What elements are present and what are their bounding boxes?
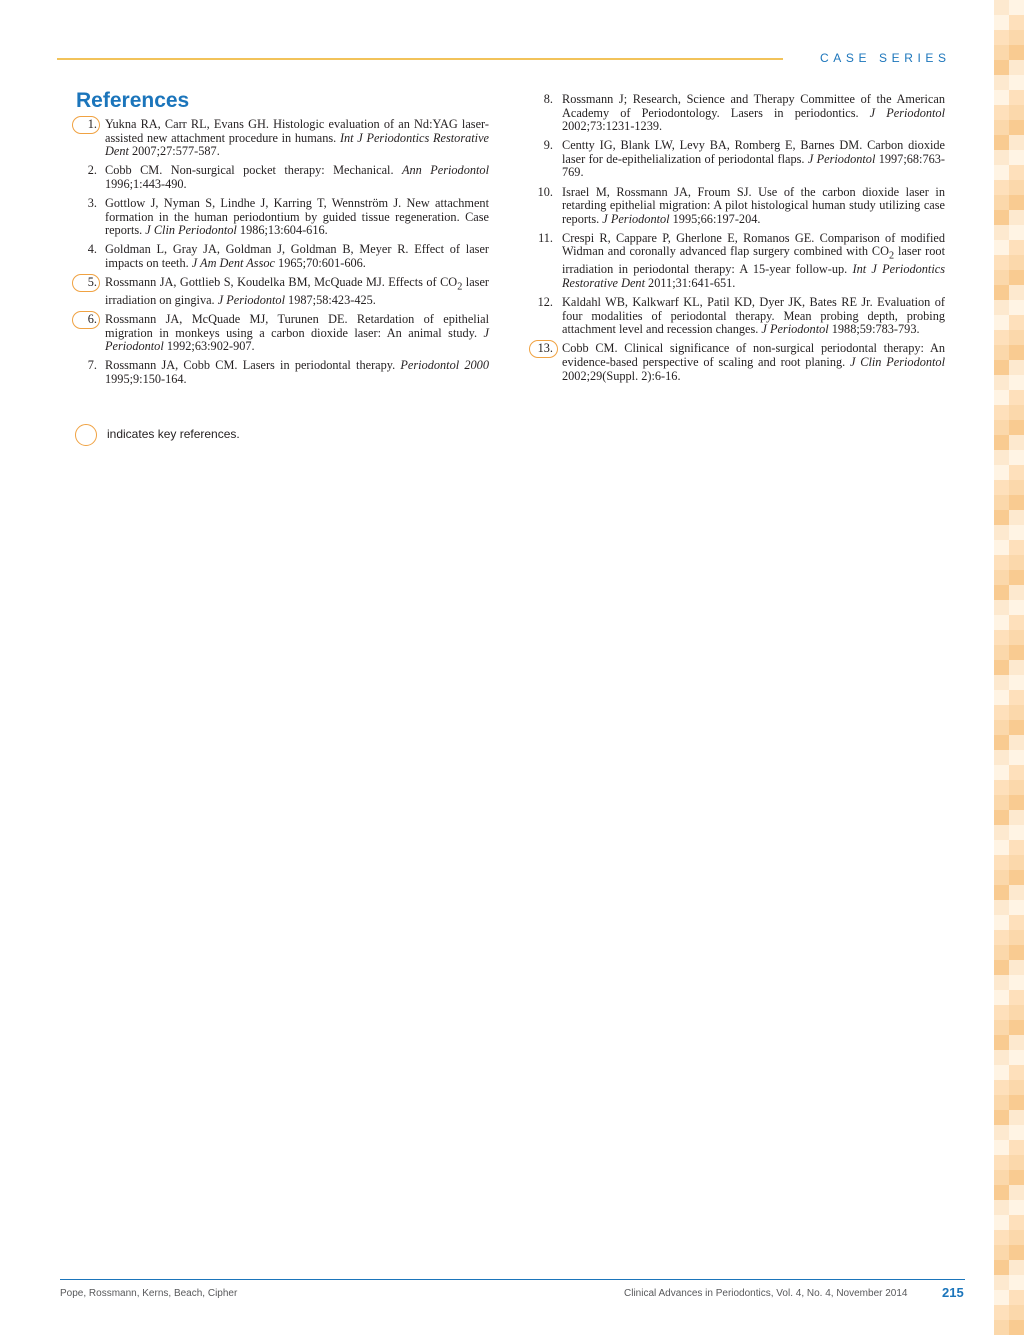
tile [1009,1230,1024,1245]
tile [994,345,1009,360]
tile [994,795,1009,810]
tile [994,1050,1009,1065]
tile [1009,15,1024,30]
tile [994,435,1009,450]
tile [1009,555,1024,570]
tile [1009,480,1024,495]
tile [1009,1170,1024,1185]
tile [1009,1320,1024,1335]
tile [1009,1080,1024,1095]
key-reference-number: 1. [75,118,97,132]
tile [994,300,1009,315]
tile [1009,165,1024,180]
reference-text: Rossmann JA, Gottlieb S, Koudelka BM, McQuade MJ. Effects of $CO_2$ laser irradiation on gingiva. J Periodontol 1987;58:423-425. [105,274,490,307]
tile [994,1185,1009,1200]
tile [994,1005,1009,1020]
reference-number: 8. [543,92,553,106]
tile [994,690,1009,705]
tile [994,405,1009,420]
tile [994,1305,1009,1320]
tile [1009,960,1024,975]
tile [994,360,1009,375]
tile [994,1080,1009,1095]
tile [1009,660,1024,675]
tile [1009,675,1024,690]
reference-item [75,359,489,386]
tile [994,990,1009,1005]
tile [994,1260,1009,1275]
tile [1009,510,1024,525]
tile [994,1125,1009,1140]
reference-text: Israel M, Rossmann JA, Froum SJ. Use of the carbon dioxide laser in retarding epithelial migration: A pilot histological human study utilizing case reports. J Periodontol 1995;66:197-204. [562,184,945,226]
tile [1009,1005,1024,1020]
page-number: 215 [942,1285,964,1300]
tile [994,285,1009,300]
tile [994,1320,1009,1335]
tile [994,855,1009,870]
references-column-right [527,93,945,389]
tile [1009,615,1024,630]
footer-authors: Pope, Rossmann, Kerns, Beach, Cipher [60,1288,238,1299]
key-reference-number: 6. [75,313,97,327]
tile [994,705,1009,720]
tile [994,135,1009,150]
tile [1009,300,1024,315]
tile [1009,345,1024,360]
key-circle-icon [75,424,97,446]
tile [1009,1245,1024,1260]
tile [994,60,1009,75]
tile [1009,375,1024,390]
reference-text: Yukna RA, Carr RL, Evans GH. Histologic evaluation of an Nd:YAG laser-assisted new attachment procedure in humans. Int J Periodontics Restorative Dent 2007;27:577-587. [105,117,489,159]
tile [994,540,1009,555]
tile [1009,450,1024,465]
tile [1009,735,1024,750]
tile [1009,255,1024,270]
reference-number: 10. [537,184,553,199]
references-heading: References [76,89,190,112]
tile [994,1245,1009,1260]
tile [1009,810,1024,825]
tile [1009,630,1024,645]
tile [994,1110,1009,1125]
tile [994,330,1009,345]
tile [1009,105,1024,120]
tile [994,495,1009,510]
tile [1009,420,1024,435]
tile [1009,705,1024,720]
tile [994,105,1009,120]
tile [994,30,1009,45]
tile [1009,120,1024,135]
tile [994,225,1009,240]
tile [1009,975,1024,990]
tile [1009,1125,1024,1140]
tile [994,720,1009,735]
tile [994,1230,1009,1245]
tile [1009,1110,1024,1125]
tile [994,480,1009,495]
tile [994,270,1009,285]
tile [994,75,1009,90]
tile [1009,75,1024,90]
tile [1009,240,1024,255]
tile [994,915,1009,930]
tile [1009,780,1024,795]
tile [994,945,1009,960]
tile [1009,1275,1024,1290]
footer-rule [60,1279,965,1280]
tile [1009,90,1024,105]
reference-text: Centty IG, Blank LW, Levy BA, Romberg E, Barnes DM. Carbon dioxide laser for de-epithelialization of periodontal flaps. J Periodontol 1997;68:763-769. [562,138,945,180]
tile [994,465,1009,480]
tile [1009,825,1024,840]
tile [1009,330,1024,345]
tile [994,675,1009,690]
tile [1009,405,1024,420]
tile [1009,150,1024,165]
reference-number: 3. [87,195,97,210]
tile [1009,195,1024,210]
tile [1009,600,1024,615]
tile [994,975,1009,990]
tile [1009,1185,1024,1200]
tile [994,1065,1009,1080]
key-reference-number: 5. [75,276,97,290]
tile [994,660,1009,675]
section-label: CASE SERIES [820,51,951,65]
reference-item [75,197,489,238]
tile [1009,1050,1024,1065]
reference-item [75,243,489,270]
reference-number: 7. [87,358,97,373]
reference-item [75,313,489,354]
tile [994,1170,1009,1185]
tile [994,210,1009,225]
tile [994,960,1009,975]
tile [994,885,1009,900]
tile [1009,225,1024,240]
tile [1009,1260,1024,1275]
tile [1009,720,1024,735]
tile [994,585,1009,600]
tile [994,195,1009,210]
reference-item [75,276,489,308]
tile [994,735,1009,750]
reference-text: Kaldahl WB, Kalkwarf KL, Patil KD, Dyer JK, Bates RE Jr. Evaluation of four modalities of periodontal therapy. Mean probing depth, probing attachment level and recession changes. J Periodontol 1988;59:783-793. [562,295,945,337]
reference-text: Goldman L, Gray JA, Goldman J, Goldman B, Meyer R. Effect of laser impacts on teeth. J Am Dent Assoc 1965;70:601-606. [105,242,489,270]
tile [994,390,1009,405]
tile [1009,495,1024,510]
reference-text: Gottlow J, Nyman S, Lindhe J, Karring T, Wennström J. New attachment formation in the human periodontium by guided tissue regeneration. Case reports. J Clin Periodontol 1986;13:604-616. [105,195,489,238]
tile [994,1275,1009,1290]
tile [1009,390,1024,405]
tile [1009,1200,1024,1215]
tile [1009,1095,1024,1110]
tile [1009,570,1024,585]
tile [994,630,1009,645]
tile [994,765,1009,780]
tile [1009,1305,1024,1320]
tile [994,930,1009,945]
tile [1009,1290,1024,1305]
tile [1009,0,1024,15]
tile [1009,135,1024,150]
tile [994,810,1009,825]
reference-item [527,93,945,134]
tile [994,1095,1009,1110]
reference-text: Cobb CM. Clinical significance of non-surgical periodontal therapy: An evidence-based perspective of scaling and root planing. J Clin Periodontol 2002;29(Suppl. 2):6-16. [562,341,945,383]
tile [994,1290,1009,1305]
tile [1009,1065,1024,1080]
tile [1009,900,1024,915]
reference-item [527,296,945,337]
tile [1009,990,1024,1005]
tile [994,420,1009,435]
tile [994,150,1009,165]
reference-item [75,118,489,159]
tile [1009,915,1024,930]
reference-item [75,164,489,191]
reference-number: 12. [537,295,553,310]
tile [994,825,1009,840]
reference-text: Rossmann JA, McQuade MJ, Turunen DE. Retardation of epithelial migration in monkeys using a carbon dioxide laser: An animal study. J Periodontol 1992;63:902-907. [105,312,489,354]
header-rule [57,58,783,60]
tile [1009,855,1024,870]
reference-text: Rossmann J; Research, Science and Therapy Committee of the American Academy of Periodontology. Lasers in periodontics. J Periodontol 2002;73:1231-1239. [562,92,945,134]
tile [994,615,1009,630]
tile [994,90,1009,105]
reference-item [527,232,945,291]
tile [1009,795,1024,810]
tile [994,120,1009,135]
tile [994,1140,1009,1155]
tile [994,450,1009,465]
tile [994,600,1009,615]
tile [1009,30,1024,45]
tile [994,1020,1009,1035]
tile [994,240,1009,255]
references-column-left [75,118,489,392]
reference-item [527,186,945,227]
tile [994,1155,1009,1170]
tile [1009,1155,1024,1170]
tile [994,0,1009,15]
tile [1009,750,1024,765]
tile [1009,870,1024,885]
tile [994,780,1009,795]
reference-number: 9. [543,138,553,153]
tile [994,840,1009,855]
tile [994,315,1009,330]
tile [994,45,1009,60]
key-reference-number: 13. [527,342,553,356]
tile [1009,765,1024,780]
tile [1009,360,1024,375]
legend-text: indicates key references. [107,427,240,441]
tile [994,375,1009,390]
tile [1009,270,1024,285]
tile [1009,840,1024,855]
reference-text: Rossmann JA, Cobb CM. Lasers in periodontal therapy. Periodontol 2000 1995;9:150-164. [105,358,489,386]
reference-number: 2. [87,163,97,178]
tile [994,645,1009,660]
tile [994,165,1009,180]
footer-journal: Clinical Advances in Periodontics, Vol. 4, No. 4, November 2014 [624,1288,908,1299]
tile [1009,645,1024,660]
tile [1009,540,1024,555]
tile [994,750,1009,765]
tile [1009,885,1024,900]
tile [1009,525,1024,540]
reference-item [527,139,945,180]
tile [1009,1140,1024,1155]
tile [994,180,1009,195]
reference-text: Cobb CM. Non-surgical pocket therapy: Mechanical. Ann Periodontol 1996;1:443-490. [105,163,489,191]
tile [994,255,1009,270]
tile [1009,930,1024,945]
reference-number: 4. [87,242,97,257]
tile [994,510,1009,525]
tile [994,570,1009,585]
tile [1009,945,1024,960]
tile [994,870,1009,885]
tile [1009,465,1024,480]
tile [1009,60,1024,75]
tile [1009,45,1024,60]
tile [1009,1020,1024,1035]
reference-number: 11. [538,230,553,245]
tile [994,900,1009,915]
tile [994,1035,1009,1050]
tile [1009,315,1024,330]
tile [1009,285,1024,300]
tile [1009,585,1024,600]
reference-text: Crespi R, Cappare P, Gherlone E, Romanos GE. Comparison of modified Widman and coronally advanced flap surgery combined with $CO_2$ laser root irradiation in periodontal therapy: A 15-year follow-up. Int J Periodontics Restorative Dent 2011;31:641-651. [562,230,945,291]
tile [994,555,1009,570]
tile [1009,690,1024,705]
tile [994,525,1009,540]
tile [1009,435,1024,450]
tile [994,1215,1009,1230]
tile [994,15,1009,30]
tile [1009,1215,1024,1230]
tile [1009,210,1024,225]
tile [1009,1035,1024,1050]
decorative-tile-strip [994,0,1024,1325]
tile [994,1200,1009,1215]
reference-item [527,342,945,383]
tile [1009,180,1024,195]
